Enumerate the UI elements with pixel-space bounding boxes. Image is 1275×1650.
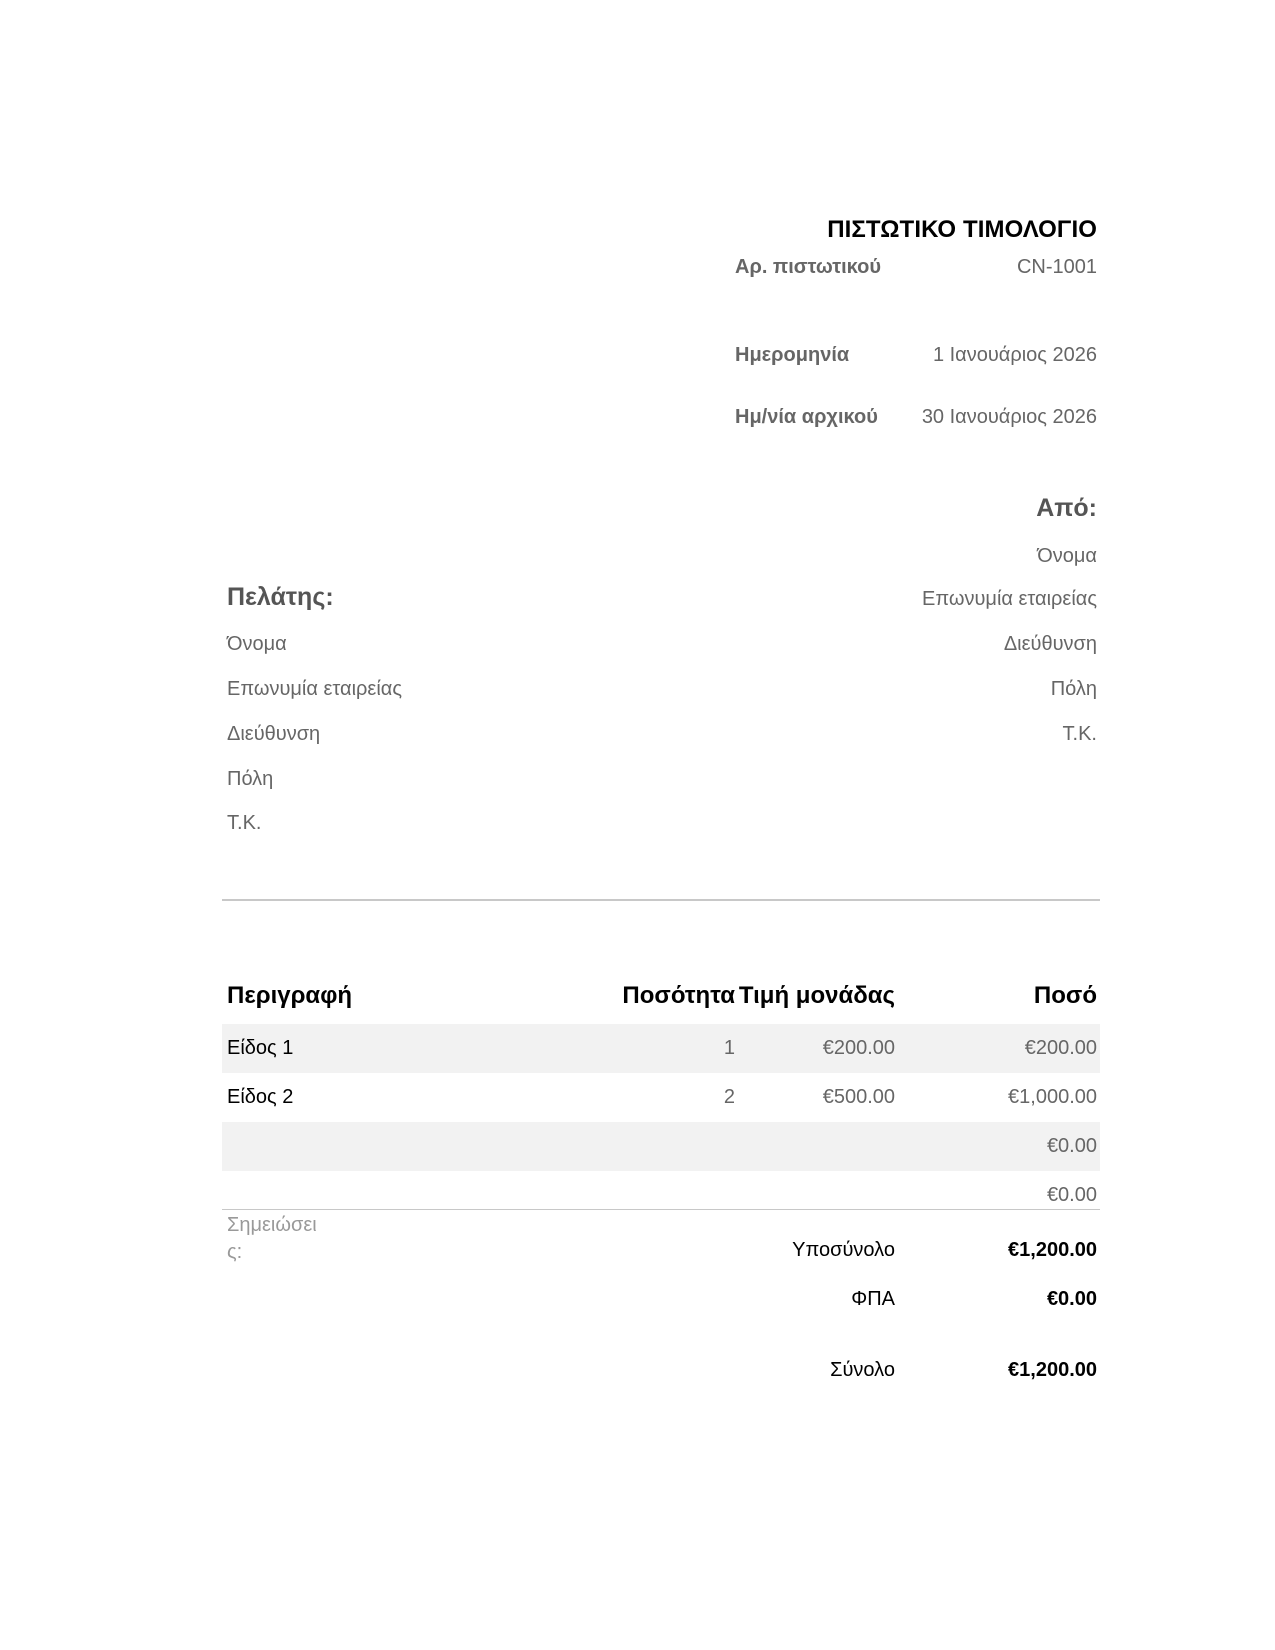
client-heading: Πελάτης: — [227, 583, 334, 611]
from-address: Διεύθυνση — [1003, 633, 1097, 655]
meta-label: Ημερομηνία — [735, 344, 850, 366]
meta-row-date — [735, 342, 1097, 368]
tax-label: ΦΠΑ — [851, 1288, 895, 1310]
table-row — [222, 1171, 1100, 1220]
credit-note-page — [222, 0, 1100, 1650]
meta-value: 1 Ιανουάριος 2026 — [932, 344, 1097, 366]
client-city: Πόλη — [227, 768, 274, 790]
total-value: €1,200.00 — [1008, 1359, 1097, 1381]
cell-quantity: 1 — [723, 1037, 735, 1059]
client-company: Επωνυμία εταιρείας — [227, 678, 402, 700]
cell-unit-price: €500.00 — [822, 1086, 895, 1108]
from-heading: Από: — [1036, 494, 1097, 522]
tax-value: €0.00 — [1046, 1288, 1097, 1310]
header-quantity: Ποσότητα — [622, 982, 735, 1009]
from-name: Όνομα — [1037, 545, 1097, 567]
cell-amount: €0.00 — [1046, 1184, 1097, 1206]
table-row — [222, 1073, 1100, 1122]
section-divider — [222, 899, 1100, 901]
subtotal-label: Υποσύνολο — [792, 1239, 895, 1261]
document-title: ΠΙΣΤΩΤΙΚΟ ΤΙΜΟΛΟΓΙΟ — [827, 216, 1097, 243]
meta-label: Ημ/νία αρχικού — [735, 406, 878, 428]
subtotal-value: €1,200.00 — [1008, 1239, 1097, 1261]
table-bottom-divider — [222, 1209, 1100, 1210]
cell-unit-price: €200.00 — [822, 1037, 895, 1059]
total-row — [735, 1359, 1097, 1382]
client-address: Διεύθυνση — [227, 723, 321, 745]
header-unit-price: Τιμή μονάδας — [738, 982, 895, 1009]
meta-row-credit-number — [735, 254, 1097, 280]
client-name: Όνομα — [227, 633, 287, 655]
subtotal-row — [735, 1239, 1097, 1262]
meta-value: CN-1001 — [1016, 256, 1097, 278]
meta-label: Αρ. πιστωτικού — [735, 256, 882, 278]
cell-amount: €1,000.00 — [1008, 1086, 1097, 1108]
meta-row-original-date — [735, 404, 1097, 430]
table-header — [222, 938, 1100, 1012]
tax-row — [735, 1288, 1097, 1311]
from-city: Πόλη — [1050, 678, 1097, 700]
meta-value: 30 Ιανουάριος 2026 — [921, 406, 1097, 428]
table-row — [222, 1122, 1100, 1171]
cell-quantity: 2 — [723, 1086, 735, 1108]
header-description: Περιγραφή — [227, 982, 353, 1009]
notes-label: Σημειώσεις: — [227, 1214, 317, 1263]
client-postcode: Τ.Κ. — [227, 812, 262, 834]
from-company: Επωνυμία εταιρείας — [922, 588, 1097, 610]
cell-description: Είδος 1 — [227, 1037, 294, 1059]
table-row — [222, 1024, 1100, 1073]
items-table — [222, 938, 1100, 1220]
header-amount: Ποσό — [1033, 982, 1097, 1009]
total-label: Σύνολο — [830, 1359, 895, 1381]
cell-amount: €200.00 — [1024, 1037, 1097, 1059]
from-postcode: Τ.Κ. — [1062, 723, 1097, 745]
cell-amount: €0.00 — [1046, 1135, 1097, 1157]
cell-description: Είδος 2 — [227, 1086, 294, 1108]
